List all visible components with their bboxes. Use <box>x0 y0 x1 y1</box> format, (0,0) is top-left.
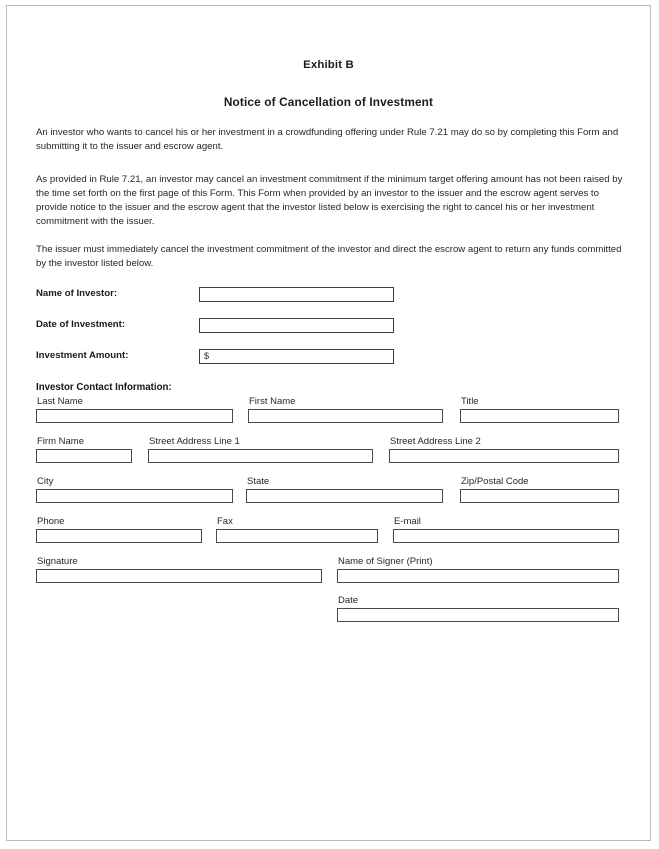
input-phone[interactable] <box>36 529 202 543</box>
input-investment-amount[interactable] <box>199 349 394 364</box>
contact-section-heading: Investor Contact Information: <box>36 382 172 393</box>
label-zip-postal-code: Zip/Postal Code <box>461 476 529 487</box>
input-email[interactable] <box>393 529 619 543</box>
label-title: Title <box>461 396 479 407</box>
label-investment-amount: Investment Amount: <box>36 350 129 361</box>
label-state: State <box>247 476 270 487</box>
form-title: Notice of Cancellation of Investment <box>223 95 434 109</box>
input-date-of-investment[interactable] <box>199 318 394 333</box>
label-fax: Fax <box>217 516 233 527</box>
input-first-name[interactable] <box>248 409 443 423</box>
label-firm-name: Firm Name <box>37 436 84 447</box>
input-street-address-1[interactable] <box>148 449 373 463</box>
input-zip-postal-code[interactable] <box>460 489 619 503</box>
currency-symbol: $ <box>204 351 210 361</box>
label-date-of-investment: Date of Investment: <box>36 319 126 330</box>
label-street-address-2: Street Address Line 2 <box>390 436 481 447</box>
input-signature[interactable] <box>36 569 322 583</box>
input-street-address-2[interactable] <box>389 449 619 463</box>
intro-paragraph: An investor who wants to cancel his or her investment in a crowdfunding offering under Rule 7.21 may do so by completing this Form and submitting it to the issuer and escrow agent. <box>36 127 619 153</box>
label-email: E-mail <box>394 516 421 527</box>
input-fax[interactable] <box>216 529 378 543</box>
label-city: City <box>37 476 54 487</box>
label-last-name: Last Name <box>37 396 83 407</box>
rule-paragraph: As provided in Rule 7.21, an investor may cancel an investment commitment if the minimum target offering amount has not been raised by the time set forth on the first page of this Form. This Form when provided by an investor to the issuer and the escrow agent serves to provide notice to the issuer and the escrow agent that the investor listed below is exercising the right to cancel his or her investment commitment with the issuer. <box>36 174 623 228</box>
input-name-of-investor[interactable] <box>199 287 394 302</box>
input-name-of-signer[interactable] <box>337 569 619 583</box>
label-name-of-investor: Name of Investor: <box>36 288 118 299</box>
input-state[interactable] <box>246 489 443 503</box>
input-last-name[interactable] <box>36 409 233 423</box>
label-name-of-signer: Name of Signer (Print) <box>338 556 433 567</box>
exhibit-title: Exhibit B <box>303 59 354 71</box>
label-phone: Phone <box>37 516 65 527</box>
issuer-obligation-paragraph: The issuer must immediately cancel the investment commitment of the investor and direct the escrow agent to return any funds committed by the investor listed below. <box>36 244 622 270</box>
label-signature-date: Date <box>338 595 359 606</box>
label-first-name: First Name <box>249 396 296 407</box>
label-signature: Signature <box>37 556 78 567</box>
label-street-address-1: Street Address Line 1 <box>149 436 240 447</box>
document-page <box>6 5 651 841</box>
input-signature-date[interactable] <box>337 608 619 622</box>
document-sheet <box>7 6 650 840</box>
input-title[interactable] <box>460 409 619 423</box>
input-city[interactable] <box>36 489 233 503</box>
input-firm-name[interactable] <box>36 449 132 463</box>
